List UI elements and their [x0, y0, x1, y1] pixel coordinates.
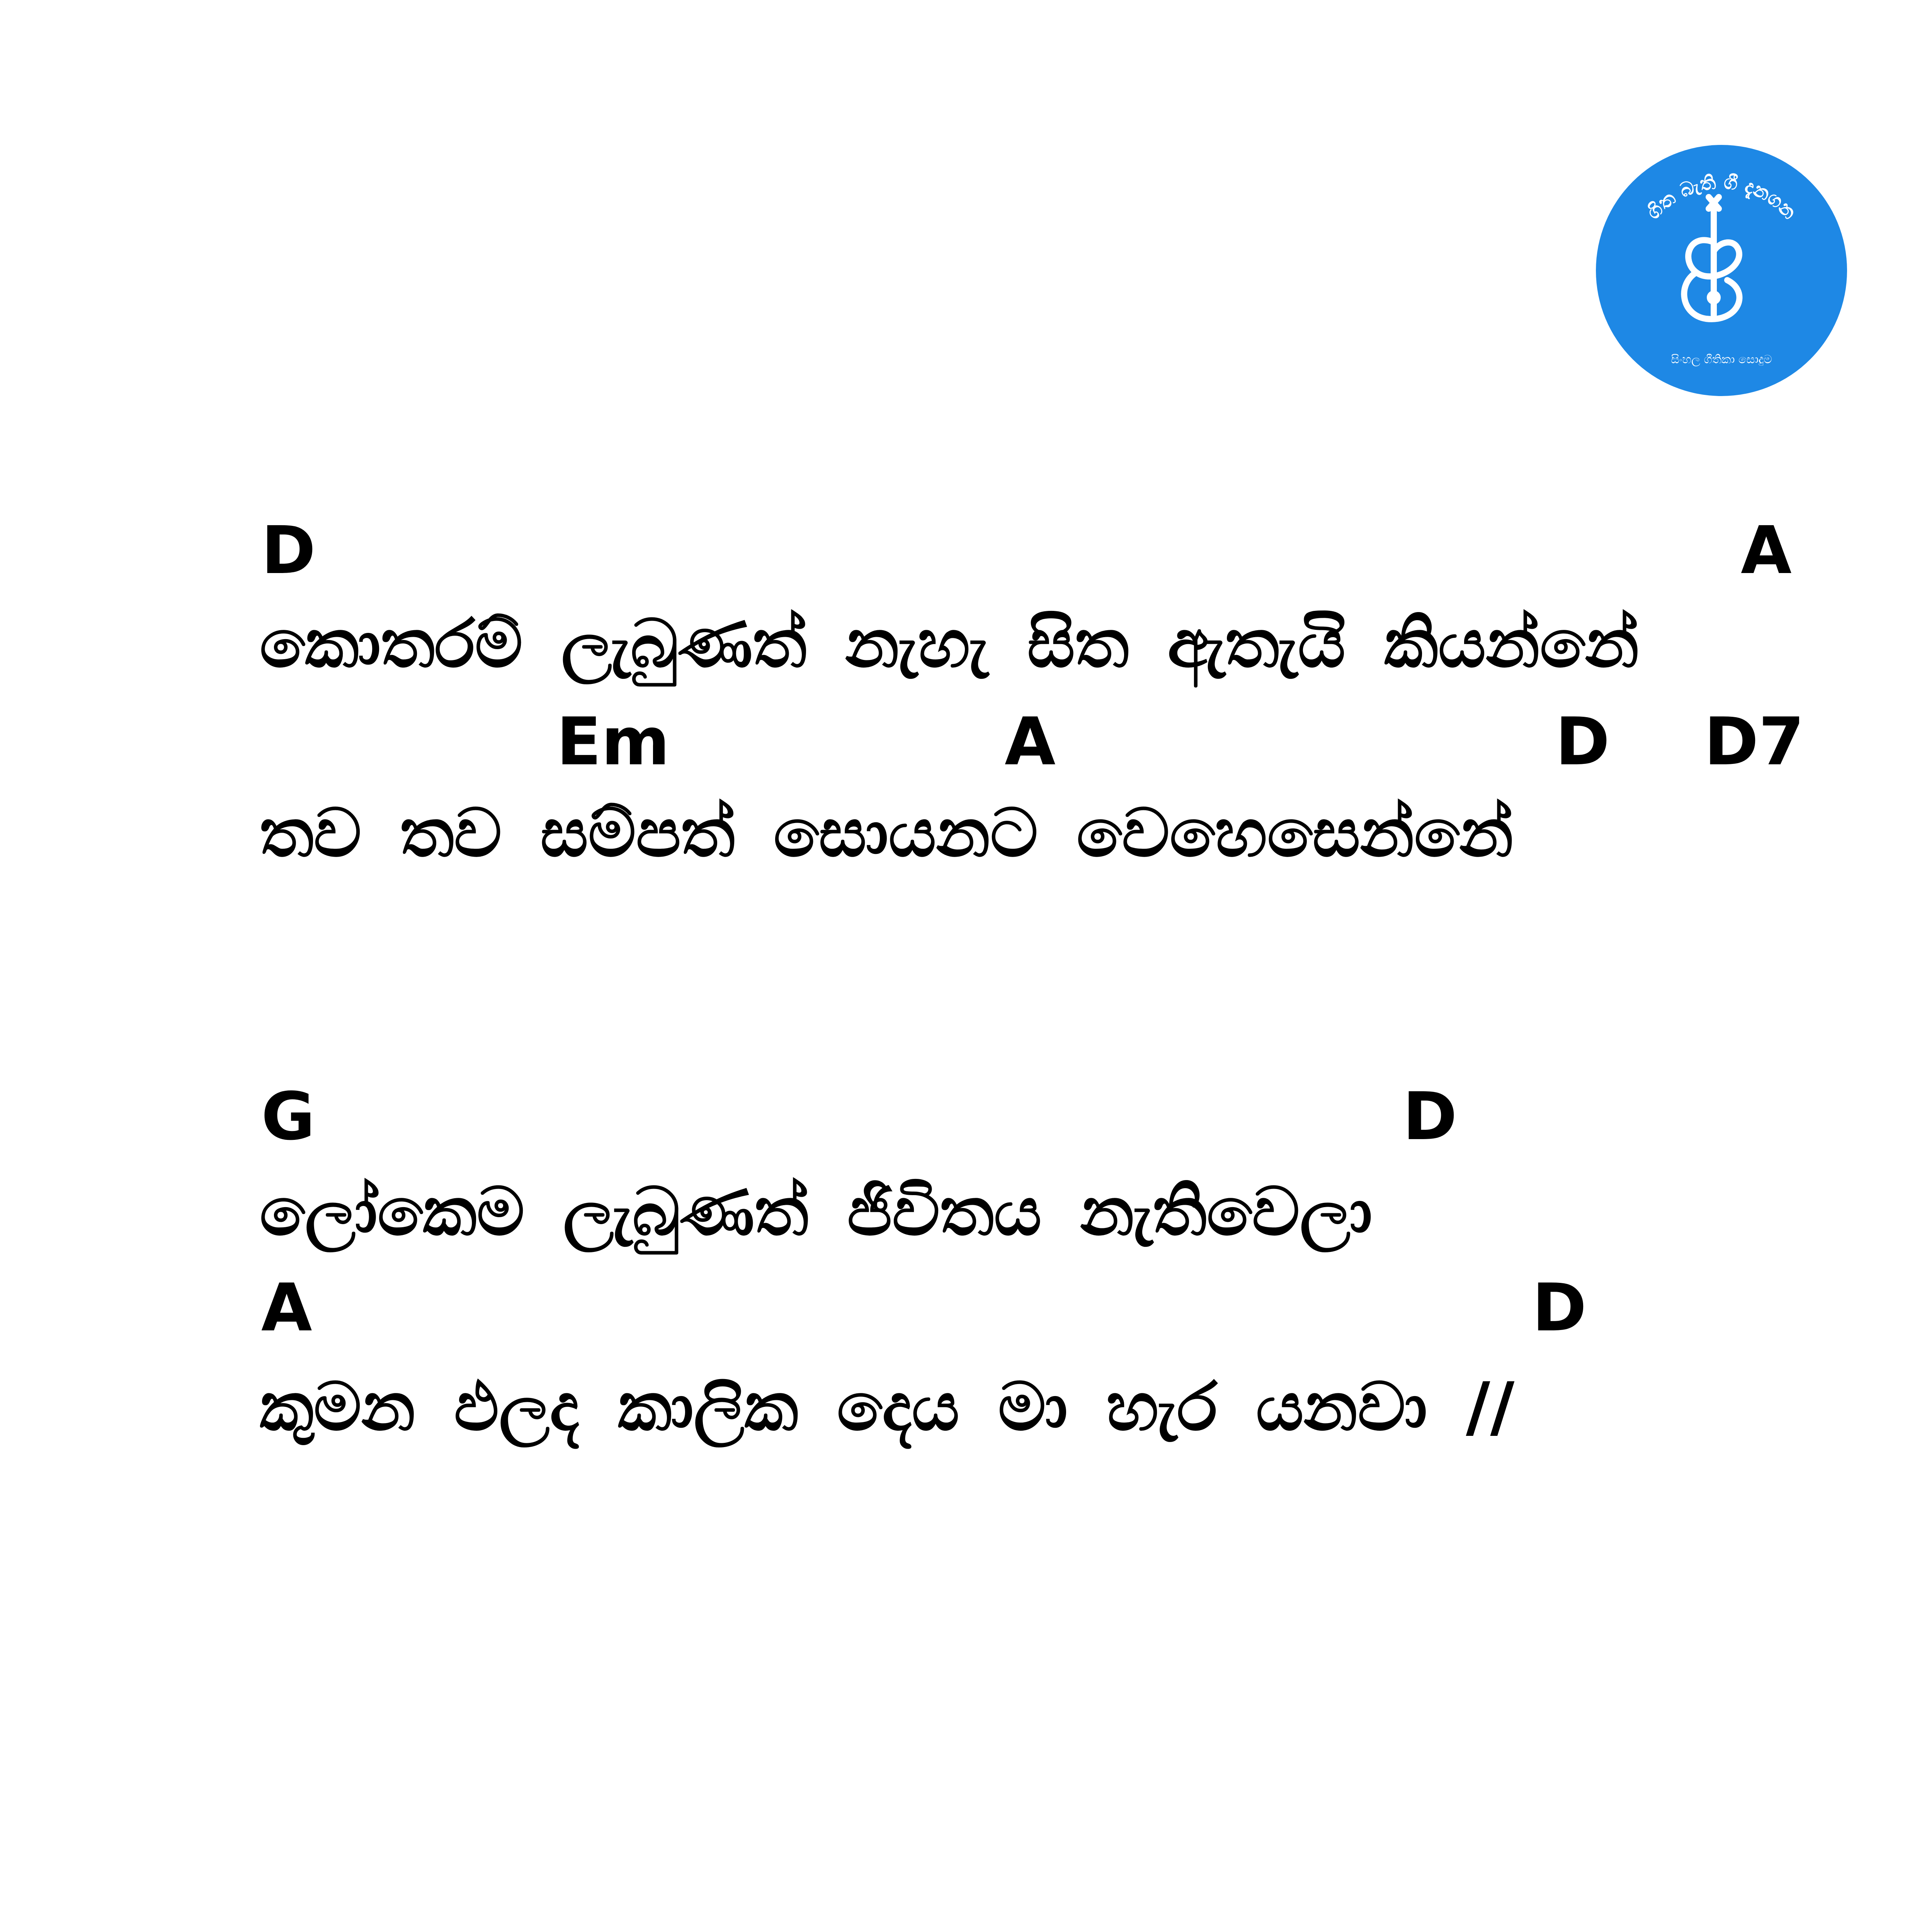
lyric-line: ලෝකෙම ලැබුණත් ජිවිතය නැතිවෙලා: [260, 1173, 1373, 1250]
chord: D: [1532, 1270, 1587, 1346]
logo-bottom-text: සිංහල ගීතිකා සොදුම: [1671, 353, 1772, 366]
chord: D: [261, 512, 316, 589]
logo-arc-text: ගිත බැති ගී දැනගන: [1642, 170, 1801, 224]
logo: [1596, 145, 1847, 396]
chord: A: [261, 1270, 312, 1346]
chord: G: [261, 1078, 315, 1155]
lyric-line: කුමන ඵලද කාලික දෙය මා හැර යනවා //: [260, 1368, 1515, 1446]
chord: D7: [1704, 704, 1805, 780]
lyric-line: තව තව සම්පත් සොයනට වෙහෙසෙන්නේ: [260, 794, 1514, 872]
lyric-line: කොතරම් ලැබුණත් නැහැ සිත ඇතැයි කියන්නේ: [260, 605, 1639, 682]
chord: D: [1403, 1078, 1458, 1155]
chord: D: [1555, 704, 1610, 780]
chord: A: [1005, 704, 1056, 780]
chord: A: [1741, 512, 1792, 589]
chord: Em: [556, 704, 670, 780]
